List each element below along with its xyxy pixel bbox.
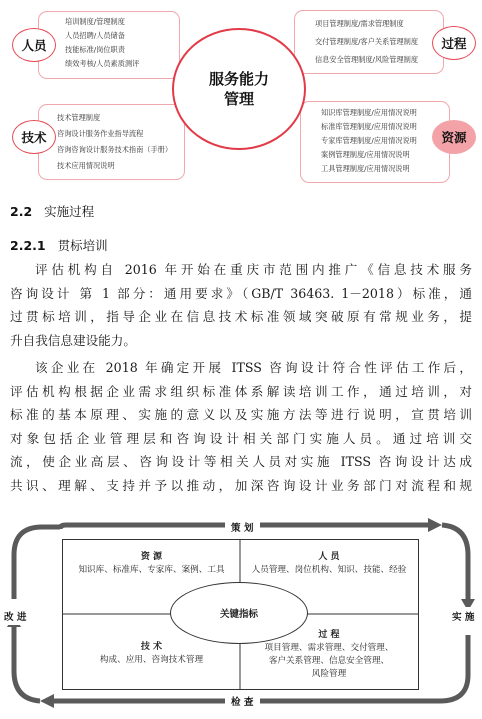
people-item: 绩效考核/人员素质测评 xyxy=(65,59,140,68)
paragraph-line: 流，使企业高层、咨询设计等相关人员对实施 ITSS 咨询设计达成 xyxy=(10,454,472,469)
plan-label: 策 划 xyxy=(225,520,260,534)
improve-label: 改 进 xyxy=(4,607,27,625)
center-title-line1: 服务能力 xyxy=(208,70,269,88)
technology-item: 咨询咨询设计服务技术指南（手册） xyxy=(57,145,173,154)
process-item: 交付管理制度/客户关系管理制度 xyxy=(315,37,419,46)
process-title: 过 程 xyxy=(318,630,340,640)
paragraph-line: 过贯标培训，指导企业在信息技术标准领域突破原有常规业务，提 xyxy=(10,309,472,324)
subsection-number: 2.2.1 xyxy=(10,238,46,253)
resources-item: 标准库管理制度/应用情况说明 xyxy=(321,122,417,131)
left-top-arc xyxy=(14,527,60,599)
bottom-arrowhead xyxy=(40,694,54,708)
paragraph-1 xyxy=(10,258,472,352)
process-item: 信息安全管理制度/风险管理制度 xyxy=(315,55,419,64)
implement-label: 实 施 xyxy=(452,607,475,625)
key-indicator-label: 关键指标 xyxy=(219,609,258,620)
left-cycle-arrow xyxy=(14,627,40,701)
people-box xyxy=(38,11,180,79)
resources-items: 知识库、标准库、专家库、案例、工具 xyxy=(78,565,225,575)
process-box xyxy=(294,10,444,74)
paragraph-line: 对象包括企业管理层和咨询设计相关部门实施人员。通过培训交 xyxy=(10,430,472,446)
top-arrowhead xyxy=(428,518,442,532)
center-title-line2: 管理 xyxy=(223,90,254,108)
paragraph-line: 标准的基本原理、实施的意义以及实施方法等进行说明，宣贯培训 xyxy=(10,407,472,422)
people-item: 人员招聘/人员储备 xyxy=(65,31,125,40)
people-badge: 人员 xyxy=(12,28,56,62)
process-item: 项目管理制度/需求管理制度 xyxy=(315,19,404,28)
people-quadrant xyxy=(240,551,418,577)
key-indicator-ellipse xyxy=(170,582,308,644)
subsection-title: 贯标培训 xyxy=(57,238,108,253)
resources-item: 专家库管理制度/应用情况说明 xyxy=(321,136,417,145)
paragraph-line: 咨询设计 第 1 部分：通用要求》（GB/T 36463. 1－2018）标准，通 xyxy=(10,285,472,301)
technology-title: 技 术 xyxy=(140,642,163,652)
resources-box xyxy=(300,101,450,183)
right-cycle-arrow xyxy=(442,525,468,599)
service-capability-center xyxy=(172,28,306,150)
resources-title: 资 源 xyxy=(140,552,163,562)
paragraph-line: 升自我信息建设能力。 xyxy=(10,332,136,348)
resources-badge: 资源 xyxy=(432,120,476,154)
section-title: 实施过程 xyxy=(44,204,95,219)
resources-quadrant xyxy=(63,551,240,577)
resources-item: 工具管理制度/应用情况说明 xyxy=(321,164,410,173)
process-line: 项目管理、需求管理、交付管理、 xyxy=(264,643,394,653)
people-item: 技能标准/岗位职责 xyxy=(65,45,125,54)
people-items: 人员管理、岗位机构、知识、技能、经验 xyxy=(251,565,407,575)
process-badge: 过程 xyxy=(432,26,476,60)
section-number: 2.2 xyxy=(10,204,33,219)
technology-item: 咨询设计服务作业指导流程 xyxy=(57,129,144,138)
subsection-heading xyxy=(10,236,108,254)
technology-item: 技术应用情况说明 xyxy=(57,161,115,170)
technology-box xyxy=(38,104,185,180)
technology-quadrant xyxy=(63,641,240,667)
technology-items: 构成、应用、咨询技术管理 xyxy=(99,655,204,665)
people-title: 人 员 xyxy=(318,552,340,562)
people-item: 培训制度/管理制度 xyxy=(65,17,125,26)
resources-item: 知识库管理制度/应用情况说明 xyxy=(321,108,417,117)
check-label: 检 查 xyxy=(225,694,260,708)
paragraph-line: 评估机构根据企业需求组织标准体系解读培训工作，通过培训，对 xyxy=(10,383,472,399)
paragraph-line: 共识、理解、支持并予以推动，加深咨询设计业务部门对流程和规 xyxy=(10,477,472,493)
process-line: 客户关系管理、信息安全管理、 xyxy=(268,656,390,666)
section-heading xyxy=(10,202,94,220)
technology-badge: 技术 xyxy=(12,120,56,154)
technology-item: 技术管理制度 xyxy=(57,113,101,122)
paragraph-2 xyxy=(10,356,472,497)
resources-item: 案例管理制度/应用情况说明 xyxy=(321,150,410,159)
process-line: 风险管理 xyxy=(311,669,347,679)
paragraph-line: 评估机构自 2016 年开始在重庆市范围内推广《信息技术服务 xyxy=(35,262,472,277)
paragraph-line: 该企业在 2018 年确定开展 ITSS 咨询设计符合性评估工作后， xyxy=(35,360,472,375)
